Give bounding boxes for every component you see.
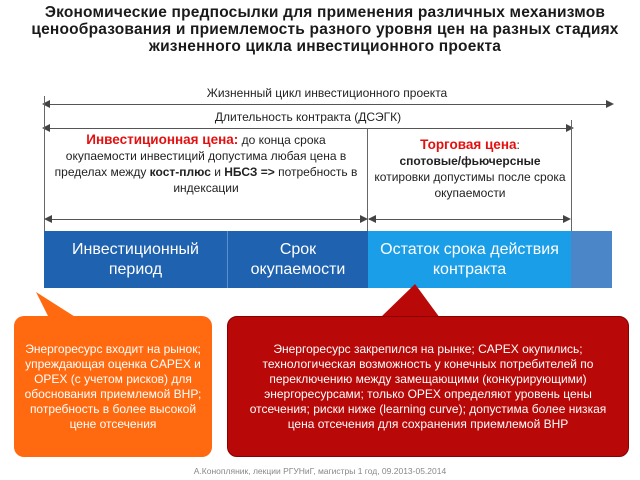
contract-label: Длительность контракта (ДСЭГК) [214, 110, 402, 124]
trade-price-colon: : [516, 138, 520, 152]
investment-price-bold2: НБСЗ => [224, 165, 275, 179]
investment-price-block [50, 132, 362, 196]
lifecycle-arrow-line [44, 104, 610, 105]
segment-investment-period-label: Инвестиционный период [72, 240, 199, 278]
lifecycle-label: Жизненный цикл инвестиционного проекта [206, 86, 448, 100]
investment-price-text1: до конца срока окупаемости инвестиций допустима любая цена в пределах между [54, 133, 347, 179]
segment-payback [228, 231, 368, 288]
contract-arrow-right-icon [566, 124, 574, 132]
trade-price-block [372, 137, 568, 201]
trade-price-bold: спотовые/фьючерсные [399, 154, 541, 168]
divider-left [44, 96, 45, 231]
callout-left-text: Энергоресурс входит на рынок; упреждающая оценка CAPEX и OPEX (с учетом рисков) для обоснования приемлемой ВНР; потребность в более высокой цене отсечения [24, 341, 202, 431]
callout-right-text: Энергоресурс закрепился на рынке; CAPEX окупились; технологическая возможность у конечных потребителей по переключению между замещающими (конкурирующими) энергоресурсами; только OPEX определяют уровень цены отсечения; риски ниже (learning curve); допустима более низкая цена отсечения для сохранения приемлемой ВНР [249, 341, 607, 431]
segment-investment-period [44, 231, 228, 288]
lifecycle-arrow-right-icon [606, 100, 614, 108]
investment-price-bold1: кост-плюс [149, 165, 211, 179]
investment-price-heading: Инвестиционная цена: [86, 132, 239, 147]
segment-remaining-label: Остаток срока действия контракта [380, 240, 559, 278]
callout-left [14, 316, 212, 457]
investment-price-text2: и [210, 165, 225, 179]
callout-right [227, 316, 629, 457]
investment-arrow-line [46, 219, 366, 220]
trade-arrow-left-icon [368, 215, 376, 223]
investment-arrow-left-icon [44, 215, 52, 223]
trade-price-text: котировки допустимы после срока окупаемости [374, 170, 566, 200]
segment-payback-label: Срок окупаемости [250, 240, 346, 278]
investment-arrow-right-icon [360, 215, 368, 223]
divider-contract-end [571, 120, 572, 231]
segment-remaining [368, 231, 571, 288]
page-title: Экономические предпосылки для применения различных механизмов ценообразования и приемлемость разного уровня цен на разных стадиях жизненного цикла инвестиционного проекта [31, 4, 619, 55]
contract-arrow-line [44, 128, 570, 129]
segment-tail [571, 231, 612, 288]
trade-arrow-right-icon [563, 215, 571, 223]
investment-price-text3: потребность в индексации [173, 165, 358, 195]
footer: А.Конопляник, лекции РГУНиГ, магистры 1 год, 09.2013-05.2014 [193, 466, 447, 476]
trade-arrow-line [369, 219, 569, 220]
trade-price-heading: Торговая цена [420, 137, 517, 152]
